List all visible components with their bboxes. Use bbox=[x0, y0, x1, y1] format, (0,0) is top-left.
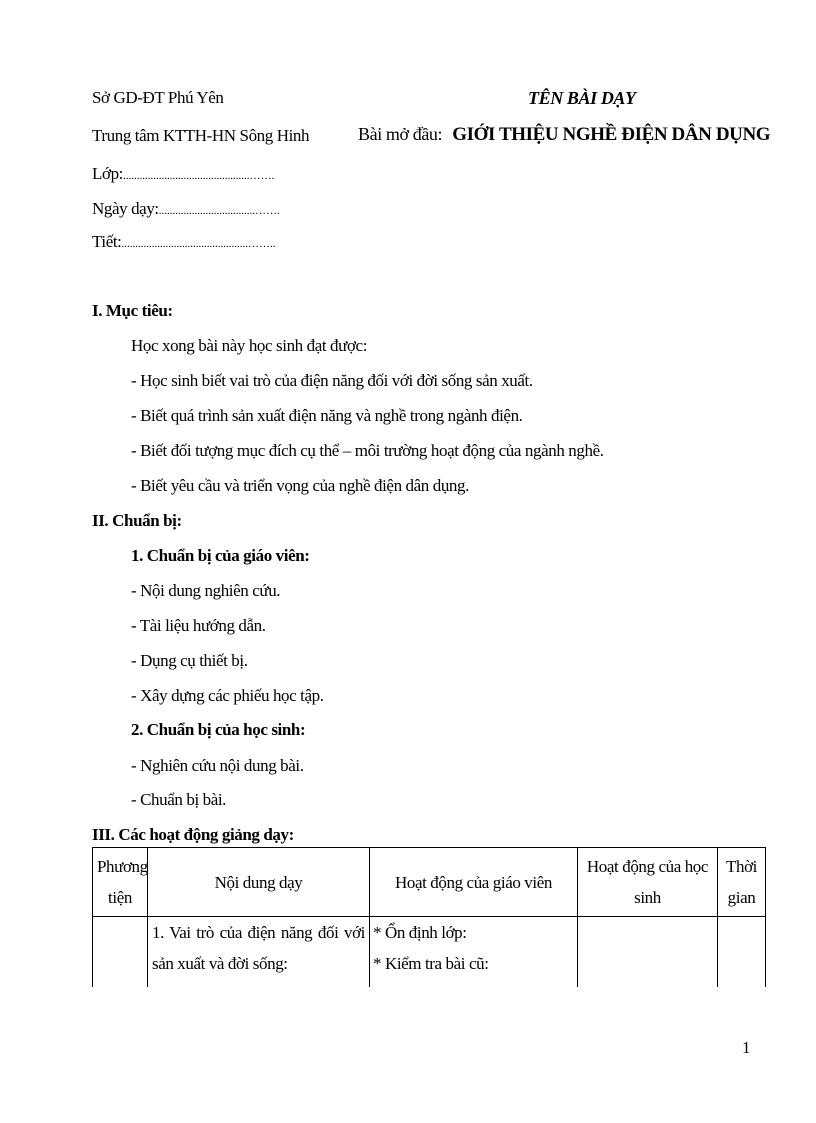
lesson-title: GIỚI THIỆU NGHỀ ĐIỆN DÂN DỤNG bbox=[452, 124, 771, 145]
teacher-line2: * Kiểm tra bài cũ: bbox=[373, 954, 489, 973]
objective-item: - Biết đối tượng mục đích cụ thể – môi trường hoạt động của ngành nghề. bbox=[131, 441, 604, 460]
teacher-preparation-title: 1. Chuẩn bị của giáo viên: bbox=[131, 546, 310, 565]
lesson-prefix: Bài mở đầu: bbox=[358, 124, 443, 144]
header-cell-means bbox=[93, 848, 148, 917]
cell-means bbox=[93, 917, 148, 988]
header-cell-teacher-activity: Hoạt động của giáo viên bbox=[370, 848, 578, 917]
teacher-preparation-item: - Xây dựng các phiếu học tập. bbox=[131, 686, 324, 705]
header-cell-time bbox=[718, 848, 766, 917]
center-name: Trung tâm KTTH-HN Sông Hinh bbox=[92, 126, 310, 145]
class-field bbox=[92, 164, 274, 186]
class-dots: ..............................................……. bbox=[123, 170, 275, 182]
teacher-line1: * Ổn định lớp: bbox=[373, 923, 467, 942]
teacher-preparation-item: - Nội dung nghiên cứu. bbox=[131, 581, 281, 600]
cell-teacher-activity bbox=[370, 917, 578, 988]
teacher-preparation-item: - Tài liệu hướng dẫn. bbox=[131, 616, 266, 635]
objective-item: - Biết yêu cầu và triển vọng của nghề điện dân dụng. bbox=[131, 476, 469, 495]
date-dots: ...................................……. bbox=[158, 205, 280, 217]
header-student-line2: sinh bbox=[634, 888, 661, 907]
date-label: Ngày dạy: bbox=[92, 199, 159, 218]
lesson-title-line bbox=[358, 124, 770, 146]
student-preparation-item: - Nghiên cứu nội dung bài. bbox=[131, 756, 304, 775]
header-means-line1: Phương bbox=[97, 857, 148, 876]
objective-item: - Biết quá trình sản xuất điện năng và nghề trong ngành điện. bbox=[131, 406, 523, 425]
header-means-line2: tiện bbox=[108, 888, 132, 907]
section-activities-title: III. Các hoạt động giảng dạy: bbox=[92, 825, 294, 844]
lesson-heading: TÊN BÀI DẠY bbox=[528, 88, 636, 108]
header-student-line1: Hoạt động của học bbox=[586, 857, 709, 876]
cell-time bbox=[718, 917, 766, 988]
table-row bbox=[93, 917, 766, 988]
section-objectives-title: I. Mục tiêu: bbox=[92, 301, 173, 320]
page-number: 1 bbox=[742, 1038, 751, 1057]
lesson-plan-table bbox=[92, 847, 766, 987]
period-field bbox=[92, 232, 276, 254]
table-header-row bbox=[93, 848, 766, 917]
period-dots: ..............................................…….. bbox=[121, 238, 276, 250]
content-line2: sản xuất và đời sống: bbox=[152, 954, 288, 973]
objective-item: - Học sinh biết vai trò của điện năng đối với đời sống sản xuất. bbox=[131, 371, 533, 390]
content-line1: 1. Vai trò của điện năng đối với bbox=[152, 923, 365, 942]
teacher-preparation-item: - Dụng cụ thiết bị. bbox=[131, 651, 248, 670]
header-time-line1: Thời bbox=[726, 857, 757, 876]
student-preparation-title: 2. Chuẩn bị của học sinh: bbox=[131, 720, 306, 739]
period-label: Tiết: bbox=[92, 232, 122, 251]
header-cell-student-activity bbox=[578, 848, 718, 917]
date-field bbox=[92, 199, 280, 221]
header-time-line2: gian bbox=[727, 888, 756, 907]
section-preparation-title: II. Chuẩn bị: bbox=[92, 511, 182, 530]
class-label: Lớp: bbox=[92, 164, 123, 183]
cell-content bbox=[148, 917, 370, 988]
student-preparation-item: - Chuẩn bị bài. bbox=[131, 790, 227, 809]
cell-student-activity bbox=[578, 917, 718, 988]
objectives-intro: Học xong bài này học sinh đạt được: bbox=[131, 336, 368, 355]
header-cell-content: Nội dung dạy bbox=[148, 848, 370, 917]
department-name: Sở GD-ĐT Phú Yên bbox=[92, 88, 224, 107]
